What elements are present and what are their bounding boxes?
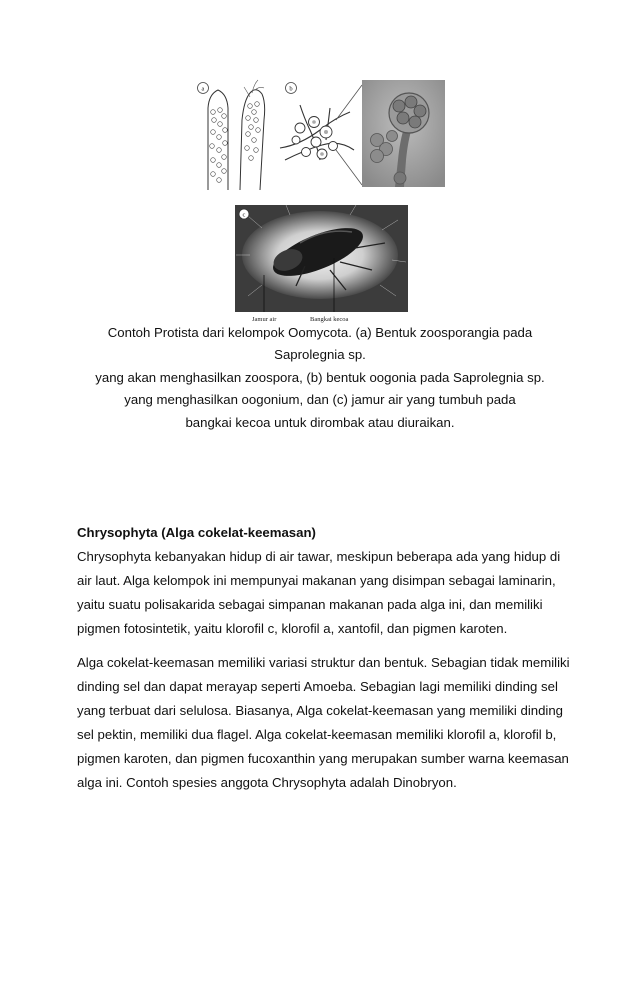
paragraph-1 <box>77 545 577 641</box>
paragraph-line: pigmen karoten, dan pigmen fucoxanthin yang merupakan sumber warna keemasan <box>77 751 569 766</box>
panel-c-label: c <box>242 211 246 219</box>
paragraph-line: sel pektin, memiliki dua flagel. Alga cokelat-keemasan memiliki klorofil a, klorofil b, <box>77 727 557 742</box>
oomycota-figure <box>0 0 638 330</box>
caption-line: yang akan menghasilkan zoospora, (b) bentuk oogonia pada Saprolegnia sp. <box>95 369 545 385</box>
paragraph-line: yang terbuat dari selulosa. Biasanya, Alga cokelat-keemasan yang memiliki dinding <box>77 703 564 718</box>
oogonium-micrograph <box>362 80 445 187</box>
caption-line: yang menghasilkan oogonium, dan (c) jamur air yang tumbuh pada <box>124 392 516 408</box>
paragraph-line: air laut. Alga kelompok ini mempunyai makanan yang disimpan sebagai laminarin, <box>77 573 556 588</box>
caption-line: Contoh Protista dari kelompok Oomycota. (a) Bentuk zoosporangia pada <box>107 325 533 340</box>
paragraph-line: Chrysophyta kebanyakan hidup di air tawar, meskipun beberapa ada yang hidup di <box>77 549 561 564</box>
panel-b-label: b <box>289 85 293 93</box>
panel-a-zoosporangia <box>198 80 265 190</box>
section-heading: Chrysophyta (Alga cokelat-keemasan) <box>77 525 316 540</box>
caption-line: Saprolegnia sp. <box>274 347 366 363</box>
paragraph-line: yaitu suatu polisakarida sebagai simpanan makanan pada alga ini, dan memiliki <box>77 597 543 612</box>
paragraph-line: pigmen fotosintetik, yaitu klorofil c, klorofil a, xantofil, dan pigmen karoten. <box>77 621 508 636</box>
paragraph-line: alga ini. Contoh spesies anggota Chrysophyta adalah Dinobryon. <box>77 775 457 790</box>
figure-caption <box>60 322 580 434</box>
paragraph-line: Alga cokelat-keemasan memiliki variasi struktur dan bentuk. Sebagian tidak memiliki <box>77 655 570 670</box>
zoospore-cluster-right <box>245 102 261 161</box>
zoospore-cluster-left <box>210 108 228 183</box>
caption-line: bangkai kecoa untuk dirombak atau diuraikan. <box>185 414 455 430</box>
panel-b-oogonia <box>280 83 362 186</box>
paragraph-2 <box>77 651 577 795</box>
chrysophyta-section <box>77 521 577 795</box>
panel-c-photo-water-mold <box>235 205 408 326</box>
photo-label-bangkai-kecoa: Bangkai kecoa <box>310 316 349 323</box>
photo-label-jamur-air: Jamur air <box>252 316 277 323</box>
panel-a-label: a <box>201 85 205 93</box>
paragraph-line: dinding sel dan dapat merayap seperti Amoeba. Sebagian lagi memiliki dinding sel <box>77 679 558 694</box>
